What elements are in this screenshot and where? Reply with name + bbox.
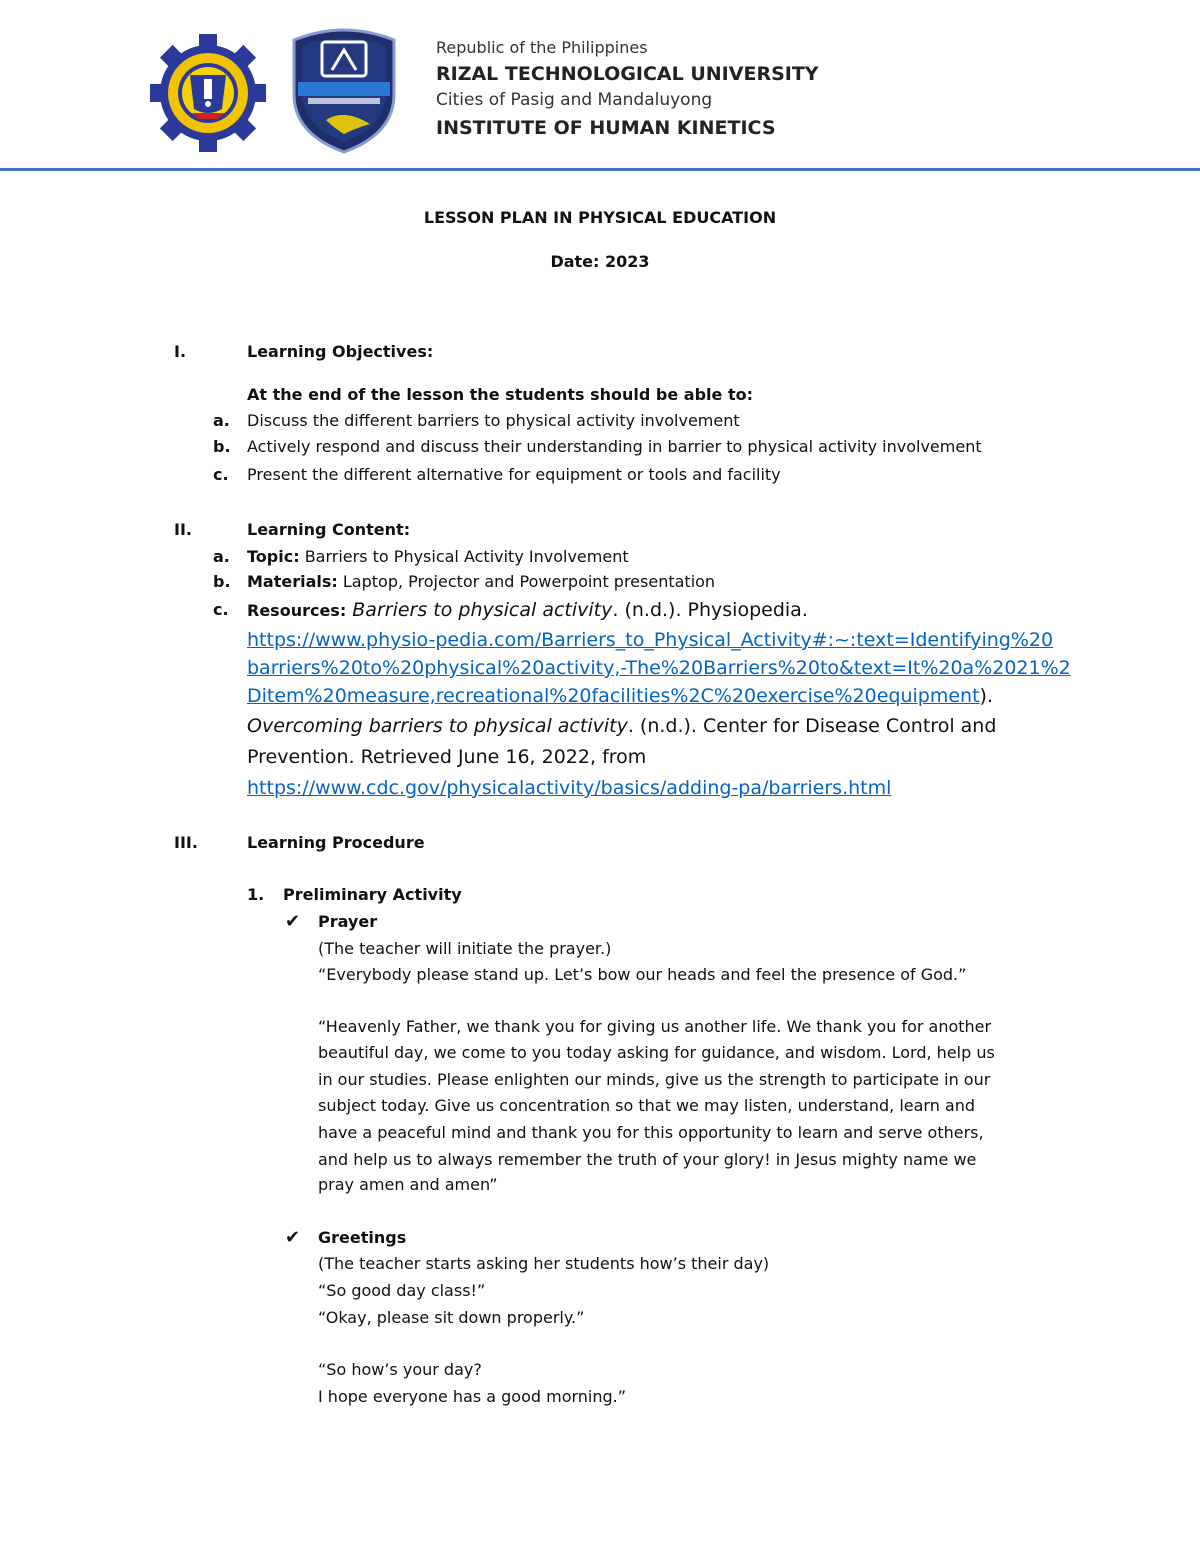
section-1-heading: Learning Objectives:	[247, 342, 434, 361]
greetings-label: Greetings	[318, 1228, 407, 1247]
prayer-text-line: beautiful day, we come to you today asking for guidance, and wisdom. Lord, help us	[318, 1043, 995, 1062]
objective-letter: a.	[213, 411, 230, 430]
prayer-text-line: “Heavenly Father, we thank you for giving us another life. We thank you for another	[318, 1017, 992, 1036]
resource-2-retrieved: Prevention. Retrieved June 16, 2022, from	[247, 746, 647, 768]
section-2-heading: Learning Content:	[247, 520, 411, 539]
page-date: Date: 2023	[550, 252, 650, 271]
header-university: RIZAL TECHNOLOGICAL UNIVERSITY	[436, 63, 819, 85]
header-cities: Cities of Pasig and Mandaluyong	[436, 90, 713, 110]
objective-item: Discuss the different barriers to physical activity involvement	[247, 411, 740, 430]
resource-2-link[interactable]: https://www.cdc.gov/physicalactivity/basics/adding-pa/barriers.html	[247, 777, 892, 799]
content-letter: b.	[213, 572, 231, 591]
header-divider	[0, 168, 1200, 171]
prayer-quote: “Everybody please stand up. Let’s bow our heads and feel the presence of God.”	[318, 965, 967, 984]
objective-letter: b.	[213, 437, 231, 456]
section-3-heading: Learning Procedure	[247, 833, 425, 852]
resources-label: Resources:	[247, 601, 347, 620]
prayer-instruction: (The teacher will initiate the prayer.)	[318, 939, 612, 958]
procedure-heading: Preliminary Activity	[283, 885, 462, 904]
materials-label: Materials:	[247, 572, 338, 591]
objective-letter: c.	[213, 465, 229, 484]
resource-1-title: Barriers to physical activity	[346, 599, 613, 621]
institute-shield-logo	[286, 24, 402, 154]
objective-item: Actively respond and discuss their understanding in barrier to physical activity involvement	[247, 437, 982, 456]
resource-1-link[interactable]: https://www.physio-pedia.com/Barriers_to_Physical_Activity#:~:text=Identifying%20	[247, 629, 1054, 651]
prayer-label: Prayer	[318, 912, 378, 931]
page-title: LESSON PLAN IN PHYSICAL EDUCATION	[423, 208, 777, 227]
resource-2	[247, 714, 996, 738]
greetings-line: (The teacher starts asking her students how’s their day)	[318, 1254, 770, 1273]
header-republic: Republic of the Philippines	[436, 38, 648, 57]
topic-value: Barriers to Physical Activity Involvement	[299, 547, 629, 566]
header-institute: INSTITUTE OF HUMAN KINETICS	[436, 117, 776, 139]
objective-item: Present the different alternative for equipment or tools and facility	[247, 465, 781, 484]
resource-1-link-end	[247, 684, 993, 708]
check-icon: ✔	[285, 1227, 301, 1248]
greetings-line: “Okay, please sit down properly.”	[318, 1308, 585, 1327]
prayer-text-line: pray amen and amen”	[318, 1175, 498, 1194]
greetings-line: “So good day class!”	[318, 1281, 486, 1300]
greetings-line: “So how’s your day?	[318, 1360, 482, 1379]
materials-value: Laptop, Projector and Powerpoint presentation	[337, 572, 716, 591]
resource-1-source: . (n.d.). Physiopedia.	[612, 599, 808, 621]
objectives-intro: At the end of the lesson the students should be able to:	[247, 385, 753, 404]
resource-1-link[interactable]: barriers%20to%20physical%20activity,-The%20Barriers%20to&text=It%20a%2021%2	[247, 657, 1071, 679]
resource-2-source: . (n.d.). Center for Disease Control and	[627, 715, 997, 737]
content-materials	[247, 572, 715, 592]
section-2-numeral: II.	[174, 520, 192, 539]
content-letter: a.	[213, 547, 230, 566]
content-resources	[247, 598, 808, 622]
prayer-text-line: subject today. Give us concentration so that we may listen, understand, learn and	[318, 1096, 976, 1115]
greetings-line: I hope everyone has a good morning.”	[318, 1387, 627, 1406]
prayer-text-line: have a peaceful mind and thank you for this opportunity to learn and serve others,	[318, 1123, 984, 1142]
prayer-text-line: in our studies. Please enlighten our minds, give us the strength to participate in our	[318, 1070, 991, 1089]
rtu-seal-logo	[150, 34, 266, 152]
topic-label: Topic:	[247, 547, 300, 566]
content-topic	[247, 547, 629, 567]
procedure-number: 1.	[247, 885, 265, 904]
resource-2-title: Overcoming barriers to physical activity	[247, 715, 628, 737]
resource-1-close: ).	[979, 685, 993, 707]
content-letter: c.	[213, 600, 229, 619]
check-icon: ✔	[285, 911, 301, 932]
section-1-numeral: I.	[174, 342, 187, 361]
resource-1-link[interactable]: Ditem%20measure,recreational%20facilities%2C%20exercise%20equipment	[247, 685, 980, 707]
prayer-text-line: and help us to always remember the truth of your glory! in Jesus mighty name we	[318, 1150, 977, 1169]
section-3-numeral: III.	[174, 833, 198, 852]
